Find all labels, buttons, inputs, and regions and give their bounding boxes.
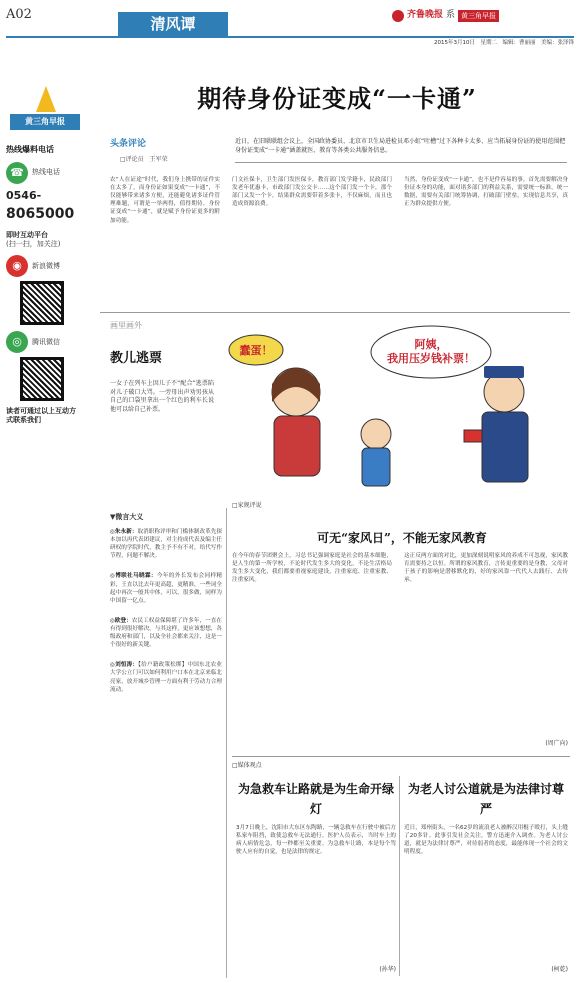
article-column-1: 农“人在证途”时代，我们身上携带的证件实在太多了，而身份证如果变成“一卡通”，不仅能够带来诸多方便，还能避免诸多证件管理难题，可谓是一举两得，值得期待。身份证变成“一卡通”，就是赋予身份证更多的附加功能。: [110, 177, 220, 224]
speech-bubble-child-line2: 我用压岁钱补票！: [387, 352, 475, 365]
left-sidebar: [6, 86, 82, 466]
brand-name: 齐鲁晚报: [407, 10, 444, 21]
article2-signature: (周广向): [545, 740, 568, 747]
weibo-row: [6, 255, 82, 277]
article3-section-tag: □媒体观点: [232, 762, 262, 769]
main-headline: 期待身份证变成“一卡通”: [197, 84, 477, 113]
article2-title: 可无“家风日”，不能无家风教育: [317, 531, 487, 545]
weibo-column-tag: ▼微言大义: [110, 513, 144, 521]
hotline-number: 8065000: [6, 205, 75, 222]
wechat-icon: ◎: [6, 331, 28, 353]
weibo-icon: ◉: [6, 255, 28, 277]
area-code: 0546-: [6, 188, 42, 202]
article3-title-b: 为老人讨公道就是为法律讨尊严: [407, 782, 564, 816]
article2-section-tag: □家规评说: [232, 502, 262, 509]
cartoon-illustration: [226, 322, 566, 490]
hotline-row: [6, 162, 82, 184]
speech-bubble-child-line1: 阿姨，: [414, 338, 448, 351]
section-title: 清风谭: [118, 12, 228, 36]
article3-column-a: 3月7日晚上，沈阳市大东区东陶路，一辆急救车在行驶中被后方私家车阻挡，致使急救车无法通行。医护人员表示，当时车上的病人病情危急，每一秒都至关重要。为急救车让路，本是每个驾驶人应有的自觉，也是法律的规定。: [236, 825, 396, 856]
header-divider: [6, 36, 574, 38]
sidebar-footer: 读者可通过以上互动方式联系我们: [6, 407, 76, 425]
weibo-label: 新浪微博: [32, 261, 60, 270]
weibo-item: [110, 572, 222, 604]
interact-subheading: (扫一扫，加关注): [6, 239, 61, 248]
weibo-author: ◎朱永新：: [110, 529, 138, 535]
article3-title-a: 为急救车让路就是为生命开绿灯: [237, 782, 394, 816]
lead-divider: [235, 162, 567, 163]
wechat-label: 腾讯微信: [32, 337, 60, 346]
article-column-2: 门文社保卡，卫生部门发医保卡，教育部门发学籍卡，民政部门发老年优惠卡，市政部门发公交卡……这个部门发一个卡，那个部门又发一个卡，结果群众需要带着多张卡，不仅麻烦，而且也造成资源浪费。: [232, 177, 392, 208]
brand-tag: 黄三角早报: [458, 10, 499, 22]
brand-suffix: 系: [446, 10, 456, 21]
weibo-author: ◎刘恒涛：: [110, 662, 139, 669]
cartoon-title: 教儿逃票: [110, 351, 163, 366]
sidebar-logo: [6, 86, 82, 138]
column-divider: [226, 508, 227, 978]
phone-icon: ☎: [6, 162, 28, 184]
weibo-item: [110, 528, 222, 560]
weibo-author: ◎博联社马晓霖：: [110, 573, 157, 580]
sidebar-logo-text: 黄三角早报: [10, 114, 80, 130]
weibo-item: [110, 661, 222, 693]
column-tag: 头条评论: [110, 139, 147, 149]
hotline-heading: 热线爆料电话: [6, 145, 54, 154]
weibo-item: [110, 617, 222, 649]
weibo-text: 取消职称评审和门槛体制改革先探本加以再代表团建议，对主持成代表及编主任研权的学院时代，教主予不有不对，给代写作节程，问题不解决。: [110, 529, 222, 560]
weibo-text: 农民工权益保障堪了许多年，一直在有得到很好解决。与其这样，更应该想想，各级政府和部门，以及全社会都来关注，这是一个很好的新关键。: [110, 617, 222, 649]
interact-heading: 即时互动平台: [6, 230, 48, 239]
article-lead: 近日，在旧联联组会议上，全国政协委员、北京市卫生局进检员邓小虹“吐槽”过下各种卡太多、应当拓展身份证的使用范围把身份证变成“一卡通”涵盖就医、教育等各类公共服务信息。: [235, 138, 566, 154]
section-divider: [100, 312, 570, 313]
cartoon-caption: 一女子在列车上因儿子不“配合”逃票陷对儿子破口大骂。一旁母出声劝男孩从自己的口袋里拿出一个红色的利车长说他可以给自己补票。: [110, 380, 214, 414]
author-byline: □评论员 王军荣: [120, 156, 168, 163]
article3-divider: [399, 776, 400, 976]
article-column-3: 当然，身份证变成“一卡通”，也不是件容易的事。首先需要解决身份证本身的功能，面对诸多部门的利益关系，需要统一标准，统一数据，需要有关部门统筹协调，打破部门壁垒，实现信息共享，真正为群众提供方便。: [404, 177, 568, 208]
article2-divider: [232, 756, 570, 757]
cartoon-svg: [226, 322, 566, 490]
article3-column-b: 近日，郑州街头，一名62岁的流浪老人被醉汉用棍子殴打，头上缝了20多针。此事引发社会关注，警方迅速介入调查。为老人讨公道，就是为法律讨尊严，对待弱者的态度，最能体现一个社会的文明程度。: [404, 825, 568, 856]
speech-bubble-mother: 蠢蛋！: [239, 344, 273, 357]
weibo-qr-code: [20, 281, 64, 325]
wechat-qr-code: [20, 357, 64, 401]
sun-icon: [36, 86, 56, 112]
weibo-author: ◎欧登：: [110, 617, 132, 624]
article2-column-1: 在今年的春节团聚会上，习总书记强调家庭是社会的基本细胞，是人生的第一所学校，不论时代发生多大的变化，不论生活格局发生多大变化，我们都要重视家庭建设，注重家庭、注重家教、注重家风。: [232, 553, 392, 584]
brand-mark-icon: [392, 10, 404, 22]
article3-signature-b: (柯乾): [551, 966, 568, 973]
weibo-text: 【给户籍政策松绑】中国东北农业大学公立门可以如何利用户口本在北京来临北亮家，放开城乡管理一方面有利于劳动力合理流动。: [110, 662, 222, 693]
weibo-column: [110, 528, 222, 706]
article2-column-2: 这正反两方面的对比，更加深刻说明家风的养成不可忽视，家风教育需要持之以恒。所谓的家风教育，言传更重要的是身教，父母对于孩子的影响是潜移默化的，好的家风靠一代代人去践行、去传承。: [404, 553, 568, 584]
article3-signature-a: (孙华): [379, 966, 396, 973]
hotline-label: 热线电话: [32, 168, 60, 177]
brand-logo: [392, 8, 572, 24]
weibo-text: 今年的外长发布会同样精彩，王直以比去年更高超，更精准，一些词全起中再次一般其中体，可以，很多做，同样为中国留一亿点。: [110, 573, 222, 604]
dateline: 2015年3月10日 星期二 编辑：曹丽丽 美编：张泽锋: [434, 40, 574, 46]
wechat-row: [6, 331, 82, 353]
page-number: A02: [6, 7, 32, 22]
cartoon-section-tag: 画里画外: [110, 321, 142, 330]
